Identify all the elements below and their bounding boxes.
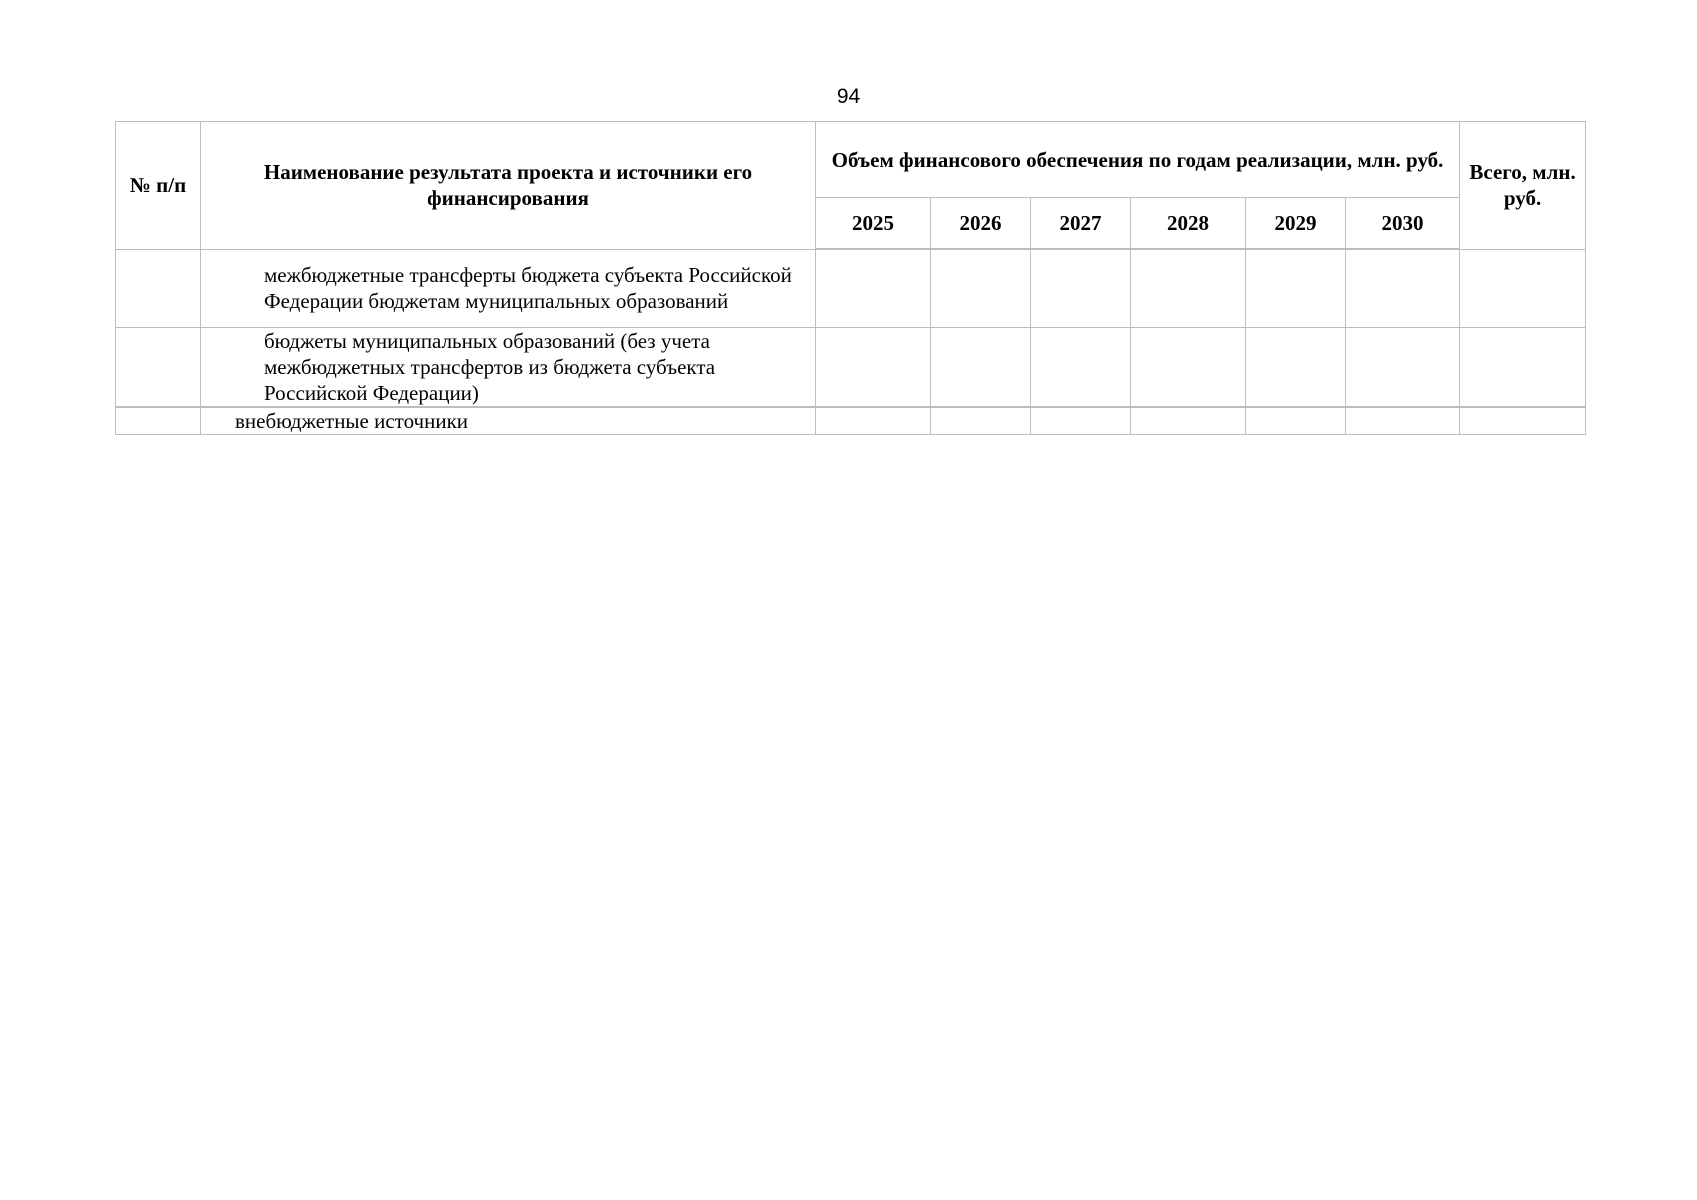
table-row: [116, 328, 1586, 408]
row-no: [116, 328, 201, 408]
row-no: [116, 407, 201, 435]
row-value-2029: [1246, 249, 1346, 328]
row-value-2030: [1346, 249, 1460, 328]
row-name: межбюджетные трансферты бюджета субъекта Российской Федерации бюджетам муниципальных образований: [201, 249, 816, 328]
header-no: № п/п: [116, 122, 201, 250]
row-value-2027: [1031, 407, 1131, 435]
header-year-2025: 2025: [816, 198, 931, 250]
page-number: 94: [836, 85, 861, 108]
header-year-2026: 2026: [931, 198, 1031, 250]
row-value-2029: [1246, 328, 1346, 408]
row-value-2028: [1131, 407, 1246, 435]
header-year-2030: 2030: [1346, 198, 1460, 250]
row-value-2026: [931, 407, 1031, 435]
header-year-2028: 2028: [1131, 198, 1246, 250]
row-value-2030: [1346, 328, 1460, 408]
header-name: Наименование результата проекта и источники его финансирования: [201, 122, 816, 250]
table-row: [116, 249, 1586, 328]
header-year-2029: 2029: [1246, 198, 1346, 250]
row-value-2028: [1131, 249, 1246, 328]
row-value-2027: [1031, 328, 1131, 408]
financing-table: [115, 121, 1586, 435]
row-value-2025: [816, 328, 931, 408]
header-row-top: [116, 122, 1586, 198]
row-total: [1460, 249, 1586, 328]
row-value-2025: [816, 249, 931, 328]
row-total: [1460, 328, 1586, 408]
row-name: внебюджетные источники: [201, 407, 816, 435]
row-total: [1460, 407, 1586, 435]
row-no: [116, 249, 201, 328]
row-value-2030: [1346, 407, 1460, 435]
header-volume-group: Объем финансового обеспечения по годам реализации, млн. руб.: [816, 122, 1460, 198]
row-value-2026: [931, 328, 1031, 408]
header-total: Всего, млн. руб.: [1460, 122, 1586, 250]
header-year-2027: 2027: [1031, 198, 1131, 250]
row-value-2027: [1031, 249, 1131, 328]
row-value-2025: [816, 407, 931, 435]
row-value-2028: [1131, 328, 1246, 408]
row-value-2026: [931, 249, 1031, 328]
table-row: [116, 407, 1586, 435]
row-value-2029: [1246, 407, 1346, 435]
row-name: бюджеты муниципальных образований (без учета межбюджетных трансфертов из бюджета субъекта Российской Федерации): [201, 328, 816, 408]
